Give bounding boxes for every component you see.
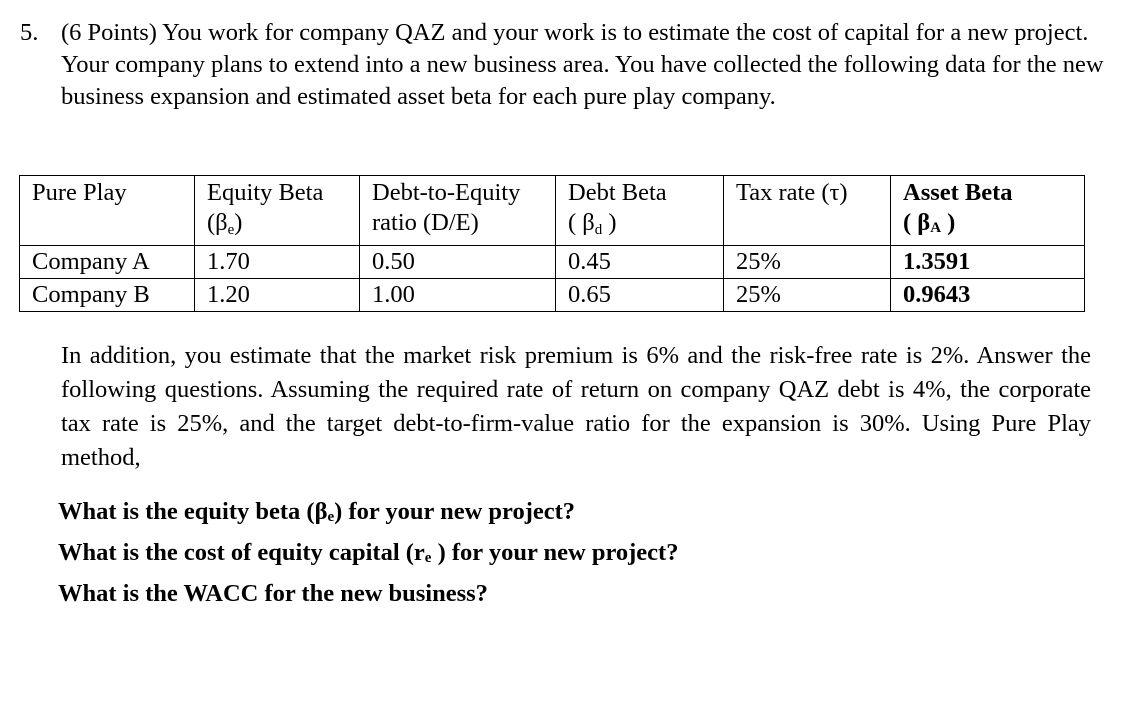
header-debt-beta-label: Debt Beta [568,179,667,206]
question-text-part: What is the cost of equity capital (r [58,539,425,566]
cell-debt-beta: 0.45 [556,246,724,279]
question-text-part: ) for your new project? [431,539,679,566]
cell-asset-beta: 1.3591 [891,246,1085,279]
beta-subscript: d [594,222,603,238]
header-de-label: Debt-to-Equity [372,179,521,206]
paren-close: ) [234,209,243,236]
beta-symbol: (β [207,209,228,236]
question-equity-beta [58,494,678,535]
paren-close: ) [602,209,617,236]
header-debt-beta-symbol [568,208,723,245]
table-header-row [20,176,1085,246]
question-number: 5. [20,19,39,46]
beta-symbol: ( β [568,209,595,236]
table-row [20,279,1085,312]
paren-close: ) [941,209,956,236]
subscript: e [424,550,432,566]
beta-symbol: ( β [903,209,931,236]
question-text-part: ) for your new project? [334,498,576,525]
header-debt-beta [556,176,724,246]
header-asset-beta-label: Asset Beta [903,179,1013,206]
header-pure-play-label: Pure Play [32,179,127,206]
header-tax-rate [724,176,891,246]
cell-debt-to-equity: 1.00 [360,279,556,312]
pure-play-table [19,175,1085,312]
cell-debt-beta: 0.65 [556,279,724,312]
table-row [20,246,1085,279]
question-text: (6 Points) You work for company QAZ and your work is to estimate the cost of capital for a new project. Your company plans to extend into a new business area. You have collected the following data for the new business expansion and estimated asset beta for each pure play company. [61,19,1104,110]
question-list [58,494,678,611]
header-tax-label: Tax rate (τ) [736,179,848,206]
cell-tax-rate: 25% [724,246,891,279]
header-de-label-2: ratio (D/E) [372,209,479,236]
header-debt-to-equity [360,176,556,246]
cell-company-name: Company A [20,246,195,279]
header-equity-beta [195,176,360,246]
question-text-part: What is the equity beta (β [58,498,328,525]
question-wacc: What is the WACC for the new business? [58,580,488,607]
cell-equity-beta: 1.70 [195,246,360,279]
header-asset-beta-symbol [903,208,1084,243]
question-cost-of-equity [58,535,678,576]
header-asset-beta [891,176,1085,246]
beta-subscript: e [227,222,235,238]
cell-debt-to-equity: 0.50 [360,246,556,279]
header-equity-beta-label: Equity Beta [207,179,324,206]
header-equity-beta-symbol [207,208,359,245]
cell-company-name: Company B [20,279,195,312]
subscript: e [327,509,335,525]
cell-tax-rate: 25% [724,279,891,312]
header-pure-play [20,176,195,246]
problem-paragraph: In addition, you estimate that the market risk premium is 6% and the risk-free rate is 2%. Answer the following questions. Assuming the required rate of return on company QAZ debt is 4%, the corporate tax rate is 25%, and the target debt-to-firm-value ratio for the expansion is 30%. Using Pure Play method, [61,342,1091,471]
beta-subscript: A [930,220,942,236]
cell-asset-beta: 0.9643 [891,279,1085,312]
cell-equity-beta: 1.20 [195,279,360,312]
